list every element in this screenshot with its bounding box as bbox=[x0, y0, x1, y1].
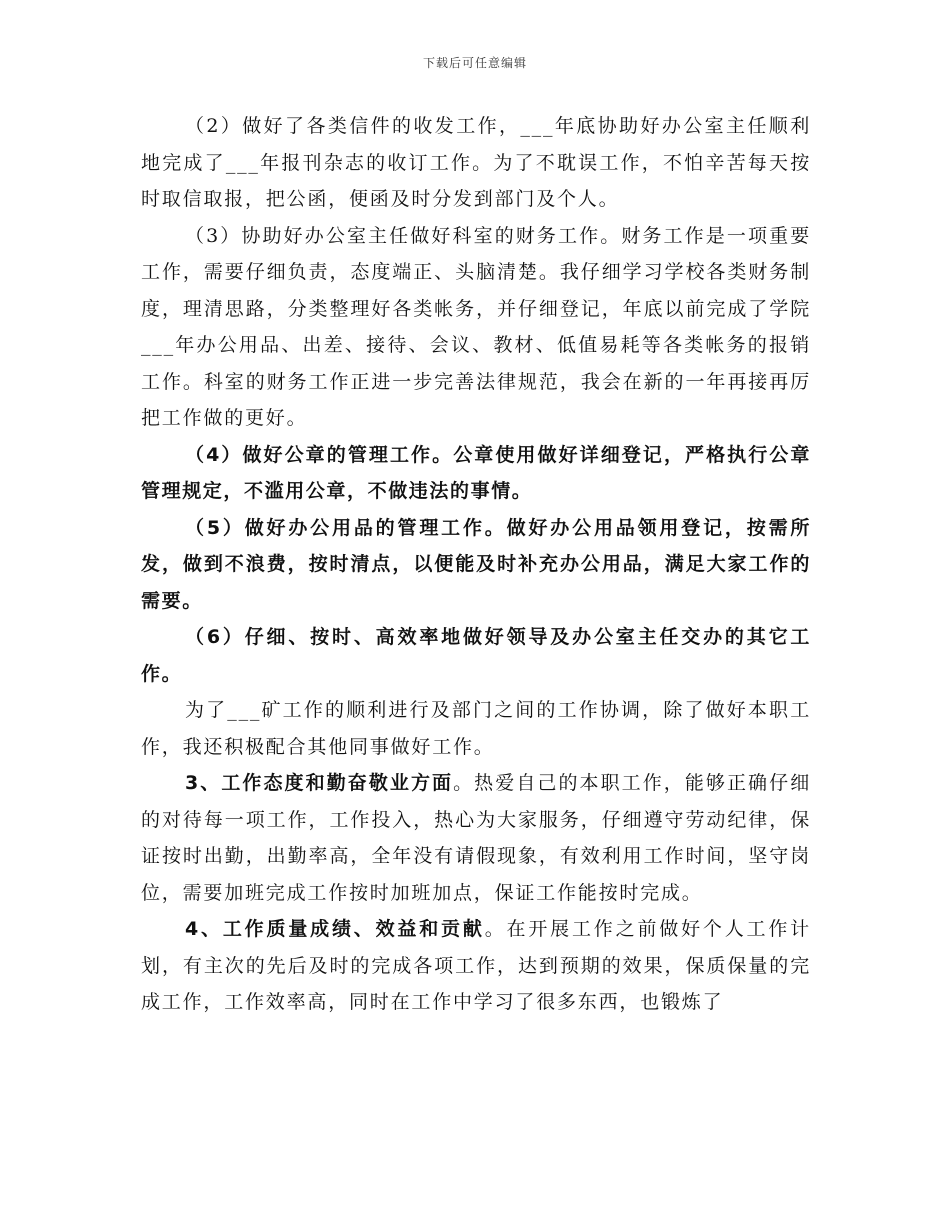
paragraph-finance-work: （3）协助好办公室主任做好科室的财务工作。财务工作是一项重要工作，需要仔细负责，态度端正、头脑清楚。我仔细学习学校各类财务制度，理清思路，分类整理好各类帐务，并仔细登记，年底以前完成了学院___年办公用品、出差、接待、会议、教材、低值易耗等各类帐务的报销工作。科室的财务工作正进一步完善法律规范，我会在新的一年再接再厉把工作做的更好。 bbox=[141, 224, 811, 429]
section-heading-work-quality: 4、工作质量成绩、效益和贡献 bbox=[185, 918, 485, 940]
document-body bbox=[141, 108, 811, 1021]
paragraph-assigned-tasks: （6）仔细、按时、高效率地做好领导及办公室主任交办的其它工作。 bbox=[141, 626, 811, 685]
paragraph-seal-management: （4）做好公章的管理工作。公章使用做好详细登记，严格执行公章管理规定，不滥用公章，不做违法的事情。 bbox=[141, 443, 811, 502]
paragraph-mail-handling: （2）做好了各类信件的收发工作，___年底协助好办公室主任顺利地完成了___年报刊杂志的收订工作。为了不耽误工作，不怕辛苦每天按时取信取报，把公函，便函及时分发到部门及个人。 bbox=[141, 115, 811, 210]
page-header: 下载后可任意编辑 bbox=[422, 56, 527, 70]
paragraph-work-quality-text: 。在开展工作之前做好个人工作计划，有主次的先后及时的完成各项工作，达到预期的效果，保质保量的完成工作，工作效率高，同时在工作中学习了很多东西，也锻炼了 bbox=[141, 918, 811, 1013]
paragraph-work-attitude bbox=[141, 765, 811, 911]
paragraph-work-attitude-text: 。热爱自己的本职工作，能够正确仔细的对待每一项工作，工作投入，热心为大家服务，仔细遵守劳动纪律，保证按时出勤，出勤率高，全年没有请假现象，有效利用工作时间，坚守岗位，需要加班完成工作按时加班加点，保证工作能按时完成。 bbox=[141, 772, 811, 904]
section-heading-work-attitude: 3、工作态度和勤奋敬业方面 bbox=[185, 772, 454, 794]
paragraph-cooperation: 为了___矿工作的顺利进行及部门之间的工作协调，除了做好本职工作，我还积极配合其他同事做好工作。 bbox=[141, 699, 811, 758]
paragraph-office-supplies: （5）做好办公用品的管理工作。做好办公用品领用登记，按需所发，做到不浪费，按时清点，以便能及时补充办公用品，满足大家工作的需要。 bbox=[141, 516, 811, 612]
paragraph-work-quality bbox=[141, 911, 811, 1021]
